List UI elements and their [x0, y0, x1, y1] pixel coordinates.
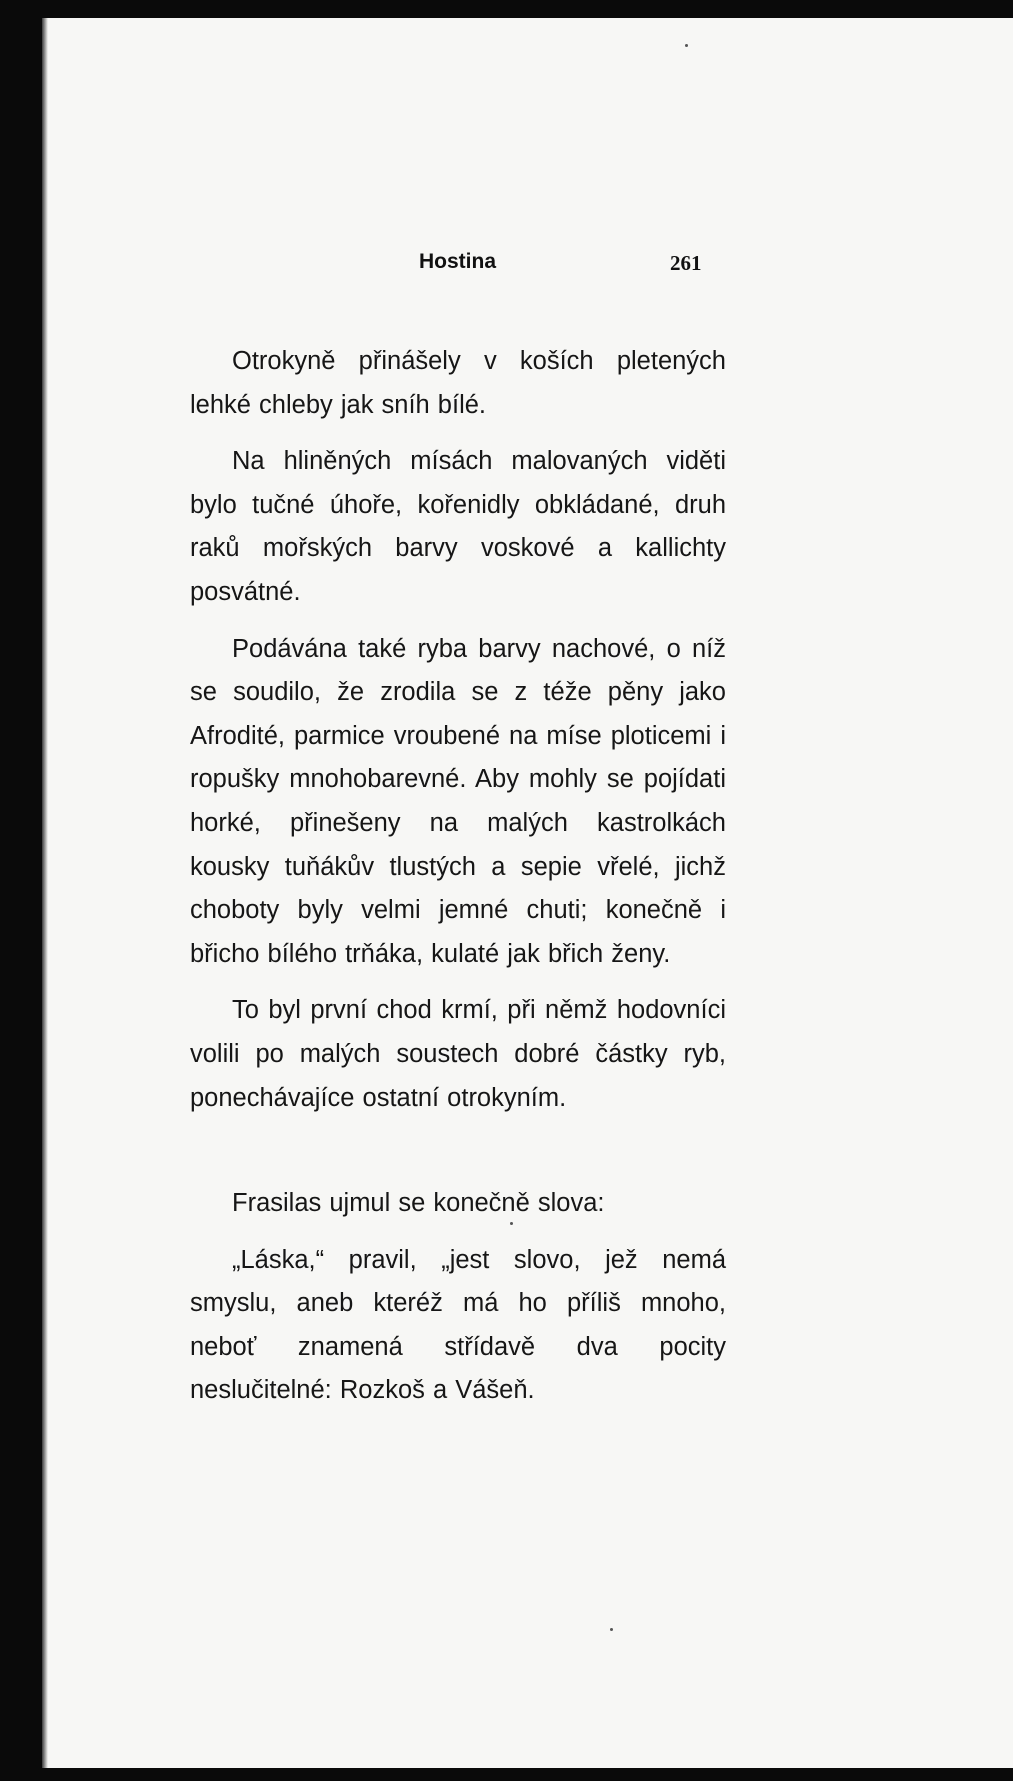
scan-speck [685, 44, 688, 47]
page-number: 261 [670, 251, 702, 275]
page-sheet [42, 18, 1013, 1768]
page-binding-shadow [42, 18, 48, 1768]
paragraph: Frasilas ujmul se konečně slova: [232, 1189, 605, 1218]
paragraph: Otrokyně přinášely v koších pletených lehké chleby jak sníh bílé. [190, 347, 726, 419]
scan-speck [610, 1628, 613, 1631]
paragraph: „Láska,“ pravil, „jest slovo, jež nemá smyslu, aneb kteréž má ho příliš mnoho, neboť znamená střídavě dva pocity neslučitelné: Rozkoš a Vášeň. [190, 1245, 726, 1405]
scan-speck [510, 1222, 513, 1225]
paragraph: Na hliněných mísách malovaných viděti bylo tučné úhoře, kořenidly obkládané, druh raků mořských barvy voskové a kallichty posvátné. [190, 447, 726, 606]
paragraph: To byl první chod krmí, při němž hodovníci volili po malých soustech dobré částky ryb, ponechávajíce ostatní otrokyním. [190, 996, 726, 1112]
body-text [190, 340, 726, 1413]
running-head-title: Hostina [419, 250, 497, 273]
paragraph: Podávána také ryba barvy nachové, o níž se soudilo, že zrodila se z téže pěny jako Afrodité, parmice vroubené na míse ploticemi i ropušky mnohobarevné. Aby mohly se pojídati horké, přinešeny na malých kastrolkách kousky tuňákův tlustých a sepie vřelé, jichž choboty byly velmi jemné chuti; konečně i břicho bílého trňáka, kulaté jak břich ženy. [190, 634, 726, 968]
running-head [42, 250, 1013, 280]
